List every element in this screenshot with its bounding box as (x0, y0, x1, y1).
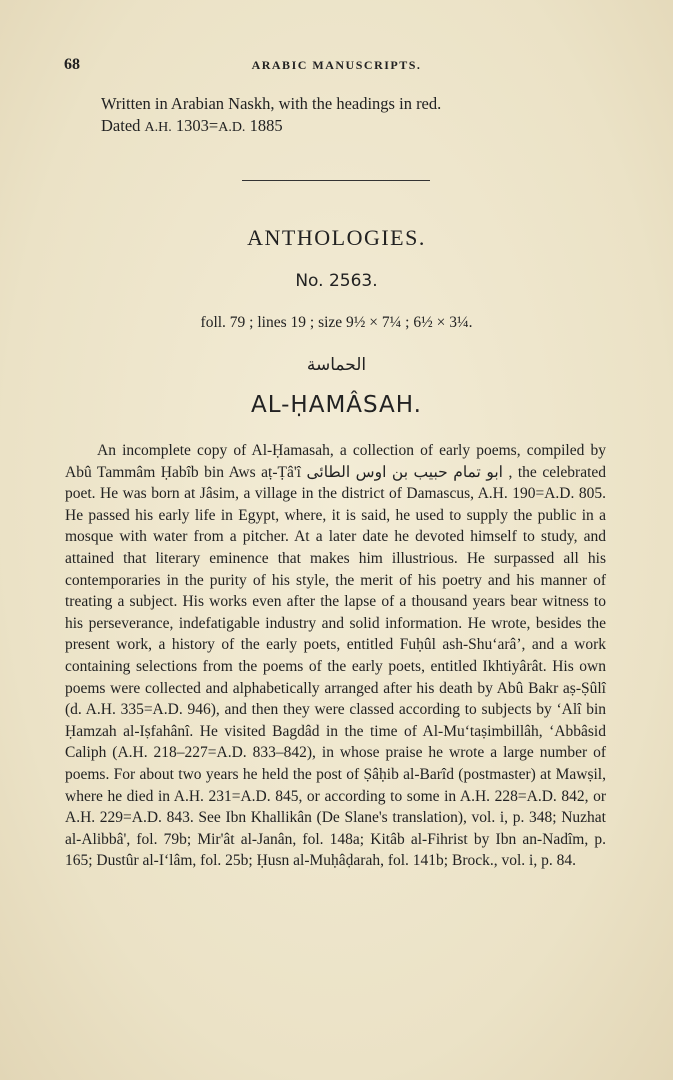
previous-entry (101, 93, 621, 139)
dated-label: Dated (101, 116, 141, 135)
ad-year: 1885 (249, 116, 283, 135)
arabic-title: الحماسة (306, 355, 367, 375)
entry-title: AL-ḤAMÂSAH. (250, 392, 422, 418)
section-divider (242, 180, 430, 181)
section-heading: ANTHOLOGIES. (247, 225, 426, 250)
hijri-year: 1303= (175, 116, 219, 135)
physical-description: foll. 79 ; lines 19 ; size 9½ × 7¼ ; 6½ × 3¼. (200, 314, 473, 331)
hijri-era: A.H. (144, 120, 172, 135)
previous-entry-date-line (101, 115, 621, 139)
entry-description (65, 440, 606, 872)
ad-era: A.D. (218, 120, 246, 135)
running-title: ARABIC MANUSCRIPTS. (251, 58, 422, 72)
previous-entry-script-line: Written in Arabian Naskh, with the headings in red. (101, 94, 442, 113)
page-number: 68 (64, 56, 80, 73)
description-paragraph: An incomplete copy of Al-Ḥamasah, a collection of early poems, compiled by Abû Tammâm Ḥabîb bin Aws aṭ-Ṭâ'î ابو تمام حبيب بن اوس الطائى , the celebrated poet. He was born at Jâsim, a village in the district of Damascus, A.H. 190=A.D. 805. He passed his early life in Egypt, where, it is said, he used to supply the public in a mosque with water from a pitcher. At a later date he devoted himself to study, and attained that literary eminence that makes him illustrious. He surpassed all his contemporaries in the purity of his style, the merit of his poetry and his manner of treating a subject. His works even after the lapse of a thousand years bear witness to his perseverance, indefatigable industry and solid information. He wrote, besides the present work, a history of the early poets, entitled Fuḥûl ash-Shu‘arâ’, and a work containing selections from the poems of the early poets, entitled Ikhtiyârât. His own poems were collected and alphabetically arranged after his death by Abû Bakr aṣ-Ṣûlî (d. A.H. 335=A.D. 946), and then they were classed according to subjects by ‘Alî bin Ḥamzah al-Iṣfahânî. He visited Bagdâd in the time of Al-Mu‘taṣimbillâh, ‘Abbâsid Caliph (A.H. 218–227=A.D. 833–842), in whose praise he wrote a large number of poems. For about two years he held the post of Ṣâḥib al-Barîd (postmaster) at Mawṣil, where he died in A.H. 231=A.D. 845, or according to some in A.H. 228=A.D. 842, or A.H. 229=A.D. 843. See Ibn Khallikân (De Slane's translation), vol. i, p. 348; Nuzhat al-Alibbâ', fol. 79b; Mir'ât al-Janân, fol. 148a; Kitâb al-Fihrist by Ibn an-Nadîm, p. 165; Dustûr al-I‘lâm, fol. 25b; Ḥusn al-Muḥâḍarah, fol. 141b; Brock., vol. i, p. 84. (65, 442, 607, 870)
entry-number: No. 2563. (295, 271, 378, 291)
